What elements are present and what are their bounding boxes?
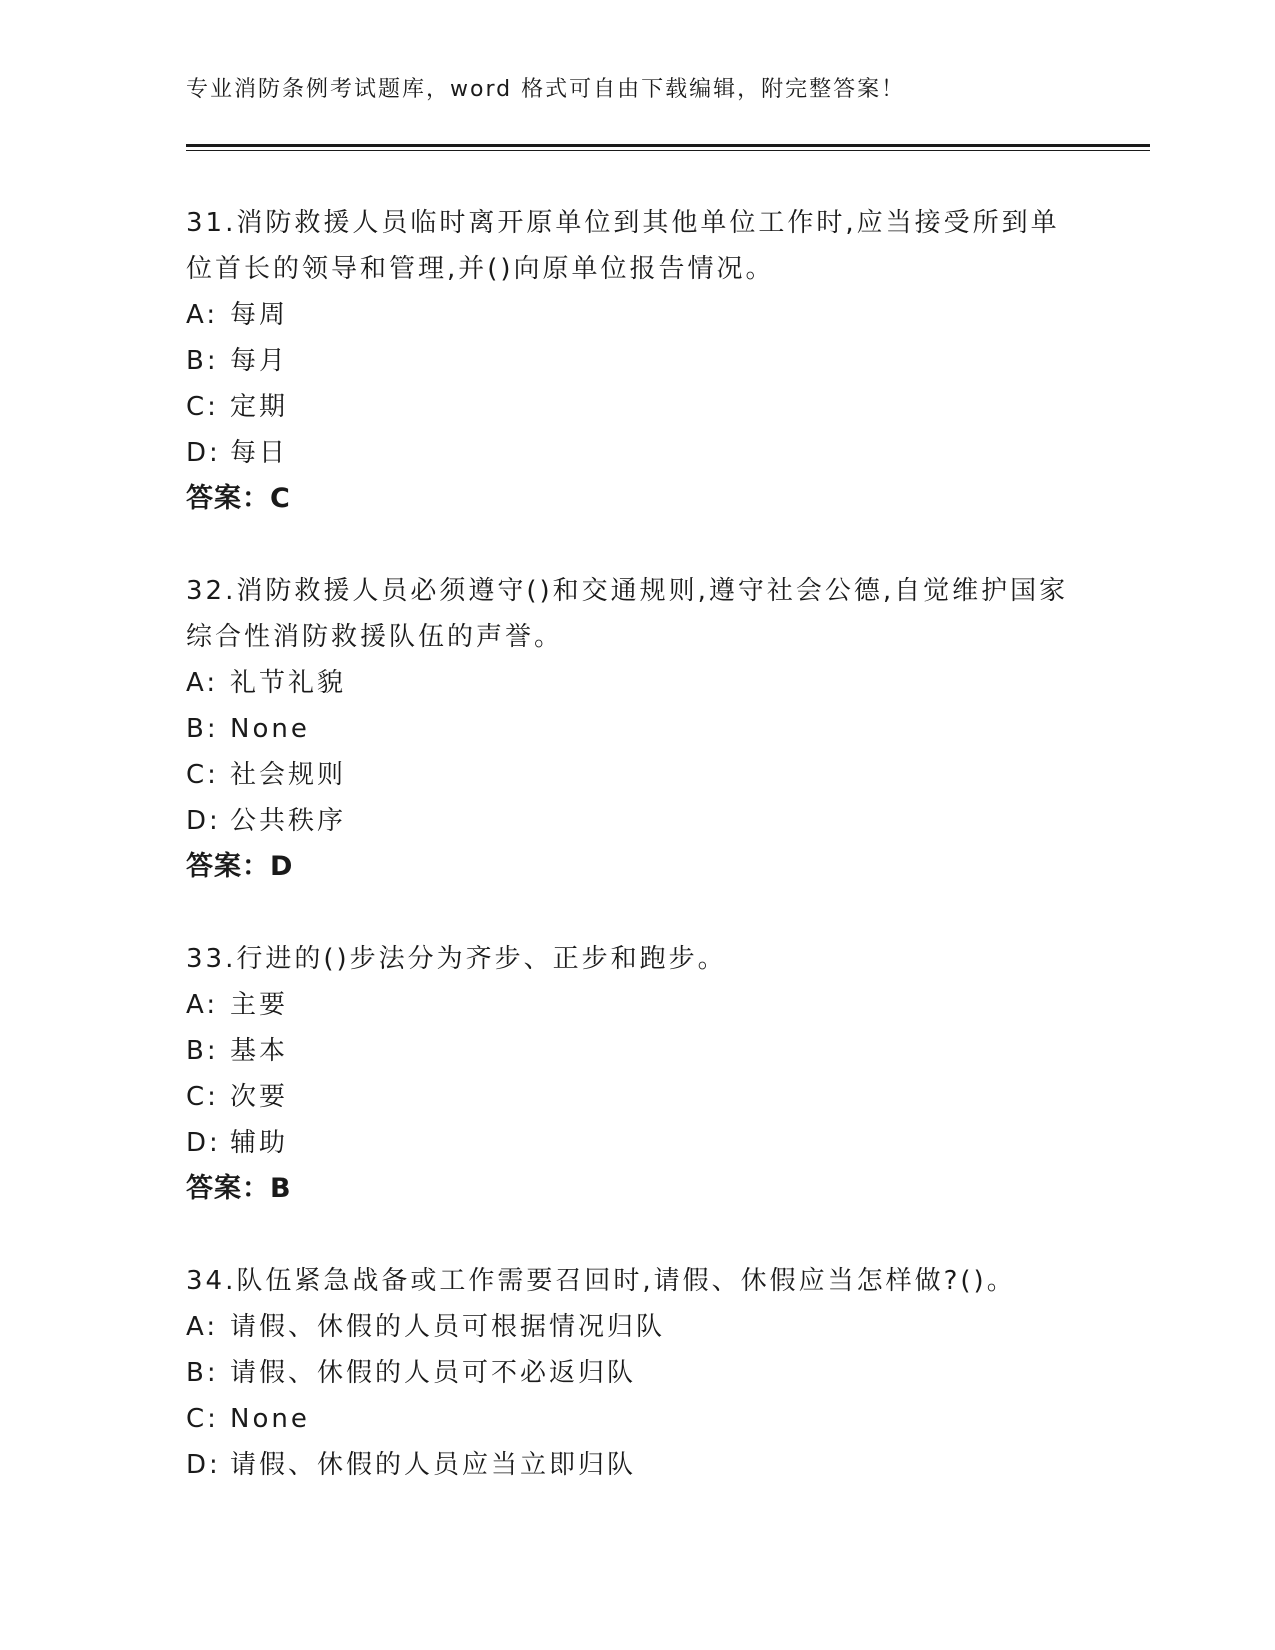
page-header: 专业消防条例考试题库，word 格式可自由下载编辑，附完整答案！: [186, 77, 906, 102]
option-label: C:: [186, 392, 219, 422]
option-text: 次要: [230, 1082, 289, 1112]
option-text: 请假、休假的人员可根据情况归队: [230, 1312, 666, 1342]
option-label: C:: [186, 1082, 219, 1112]
option-label: D:: [186, 1128, 221, 1158]
option-label: A:: [186, 668, 219, 698]
answer-line: 答案：B: [186, 1173, 292, 1204]
option-d: [186, 430, 1086, 476]
option-text: 每月: [230, 346, 289, 376]
option-a: [186, 1304, 1086, 1350]
option-text: 辅助: [230, 1128, 289, 1158]
option-d: [186, 798, 1086, 844]
option-text: None: [230, 1404, 310, 1434]
option-text: 请假、休假的人员可不必返归队: [230, 1358, 637, 1388]
option-d: [186, 1442, 1086, 1488]
option-c: [186, 1396, 1086, 1442]
answer-line: 答案：C: [186, 483, 291, 514]
option-label: D:: [186, 438, 221, 468]
option-b: [186, 338, 1086, 384]
option-label: B:: [186, 1358, 219, 1388]
question-32: [186, 568, 1086, 890]
option-label: B:: [186, 1036, 219, 1066]
option-label: B:: [186, 346, 219, 376]
option-label: D:: [186, 1450, 221, 1480]
question-text: 32.消防救援人员必须遵守()和交通规则,遵守社会公德,自觉维护国家综合性消防救援队伍的声誉。: [186, 576, 1069, 652]
option-label: B:: [186, 714, 219, 744]
option-text: 公共秩序: [230, 806, 347, 836]
option-c: [186, 384, 1086, 430]
option-text: 请假、休假的人员应当立即归队: [230, 1450, 637, 1480]
option-c: [186, 752, 1086, 798]
question-31: [186, 200, 1086, 522]
option-a: [186, 982, 1086, 1028]
question-34: [186, 1258, 1086, 1488]
header-rule-thin: [186, 150, 1150, 151]
option-text: 每日: [230, 438, 289, 468]
question-text: 34.队伍紧急战备或工作需要召回时,请假、休假应当怎样做?()。: [186, 1266, 1016, 1296]
option-text: 社会规则: [230, 760, 347, 790]
option-label: C:: [186, 1404, 219, 1434]
option-label: A:: [186, 1312, 219, 1342]
option-text: 礼节礼貌: [230, 668, 347, 698]
option-text: 定期: [230, 392, 289, 422]
option-label: A:: [186, 990, 219, 1020]
question-33: [186, 936, 1086, 1212]
option-label: C:: [186, 760, 219, 790]
option-d: [186, 1120, 1086, 1166]
question-text: 31.消防救援人员临时离开原单位到其他单位工作时,应当接受所到单位首长的领导和管理,并()向原单位报告情况。: [186, 208, 1060, 284]
option-label: D:: [186, 806, 221, 836]
option-c: [186, 1074, 1086, 1120]
option-b: [186, 1028, 1086, 1074]
option-label: A:: [186, 300, 219, 330]
option-text: 基本: [230, 1036, 289, 1066]
option-b: [186, 706, 1086, 752]
question-list: [186, 200, 1086, 1534]
option-text: None: [230, 714, 310, 744]
option-text: 主要: [230, 990, 289, 1020]
header-rule-thick: [186, 144, 1150, 147]
option-b: [186, 1350, 1086, 1396]
option-text: 每周: [230, 300, 289, 330]
answer-line: 答案：D: [186, 851, 294, 882]
option-a: [186, 660, 1086, 706]
question-text: 33.行进的()步法分为齐步、正步和跑步。: [186, 944, 727, 974]
option-a: [186, 292, 1086, 338]
